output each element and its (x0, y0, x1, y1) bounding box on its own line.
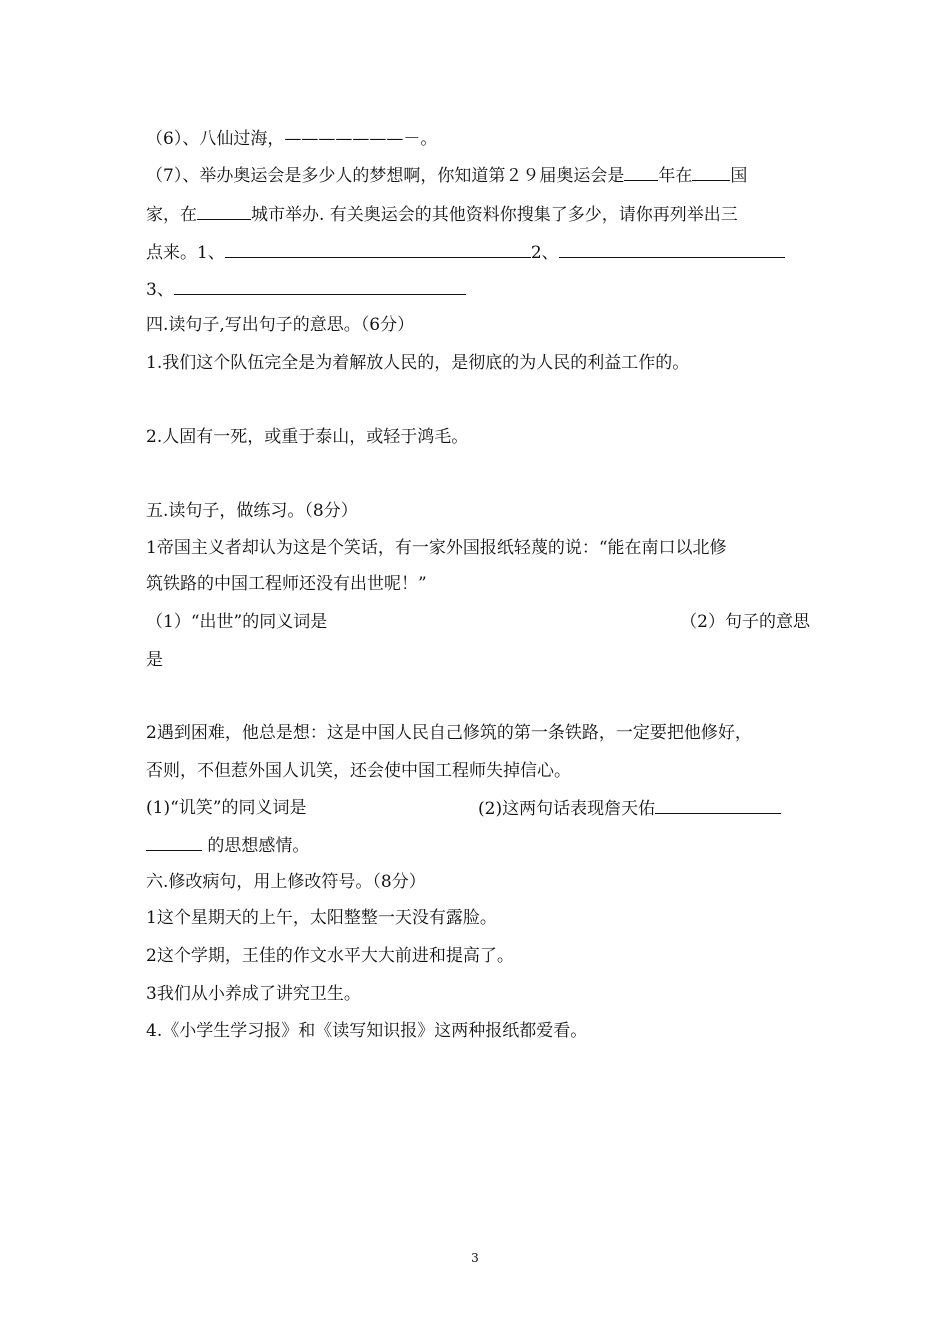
section-5-passage-2-line-1: 2遇到困难，他总是想：这是中国人民自己修筑的第一条铁路，一定要把他修好， (146, 723, 752, 743)
meaning-question-1: （2）句子的意思 (680, 612, 810, 632)
fill-blank-country[interactable] (692, 164, 730, 181)
synonym-question-2: (1)“讥笑”的同义词是 (146, 798, 307, 818)
question-7-text-d: 家，在 (146, 205, 197, 225)
question-7-line-3 (146, 241, 810, 264)
question-7-line-4 (146, 278, 810, 301)
section-5-passage-2-questions (146, 797, 810, 819)
section-6-sentence-2: 2这个学期，王佳的作文水平大大前进和提高了。 (146, 946, 514, 966)
section-6-sentence-1: 1这个星期天的上午，太阳整整一天没有露脸。 (146, 908, 497, 928)
section-5-passage-1-questions (146, 611, 810, 633)
question-7-text-h: 3、 (146, 280, 174, 300)
feeling-question (478, 797, 781, 820)
fill-blank-item-1[interactable] (225, 241, 531, 258)
question-6 (146, 128, 810, 150)
question-7-text-c: 国 (730, 166, 748, 186)
section-5-passage-1-line-1: 1帝国主义者却认为这是个笑话，有一家外国报纸轻蔑的说：“能在南口以北修 (146, 538, 727, 558)
question-7-text-f: 点来。1、 (146, 243, 225, 263)
section-6-title: 六.修改病句，用上修改符号。（8分） (146, 872, 426, 892)
fill-blank-feeling-1[interactable] (655, 797, 781, 814)
section-4-sentence-2: 2.人固有一死，或重于泰山，或轻于鸿毛。 (146, 427, 469, 447)
page-number: 3 (471, 1251, 479, 1265)
synonym-question-1: （1）“出世”的同义词是 (146, 612, 328, 632)
section-4-title: 四.读句子,写出句子的意思。（6分） (146, 315, 415, 335)
question-7-line-2 (146, 203, 810, 226)
feeling-question-end: 的思想感情。 (207, 836, 310, 856)
section-5-passage-1-line-2: 筑铁路的中国工程师还没有出世呢！” (146, 574, 427, 594)
section-5-passage-1-question-cont: 是 (146, 650, 163, 670)
fill-blank-feeling-2[interactable] (146, 834, 202, 851)
question-6-text: （6）、八仙过海，———————－。 (146, 129, 438, 149)
fill-blank-year[interactable] (624, 164, 658, 181)
question-7-text-g: 2、 (530, 243, 559, 263)
section-5-title: 五.读句子，做练习。（8分） (146, 501, 358, 521)
section-5-passage-2-line-2: 否则，不但惹外国人讥笑，还会使中国工程师失掉信心。 (146, 761, 571, 781)
question-7-text-b: 年在 (658, 166, 693, 186)
fill-blank-city[interactable] (197, 203, 251, 220)
section-6-sentence-4: 4.《小学生学习报》和《读写知识报》这两种报纸都爱看。 (146, 1021, 588, 1041)
question-7-line-1 (146, 164, 810, 187)
section-4-sentence-1: 1.我们这个队伍完全是为着解放人民的，是彻底的为人民的利益工作的。 (146, 353, 690, 373)
fill-blank-item-2[interactable] (559, 241, 785, 258)
fill-blank-item-3[interactable] (174, 278, 466, 295)
question-7-text-e: 城市举办. 有关奥运会的其他资料你搜集了多少，请你再列举出三 (251, 205, 738, 225)
section-5-passage-2-question-cont (146, 834, 810, 857)
section-6-sentence-3: 3我们从小养成了讲究卫生。 (146, 984, 361, 1004)
feeling-question-text: (2)这两句话表现詹天佑 (478, 799, 656, 819)
question-7-text-a: （7）、举办奥运会是多少人的梦想啊，你知道第２９届奥运会是 (146, 166, 625, 186)
